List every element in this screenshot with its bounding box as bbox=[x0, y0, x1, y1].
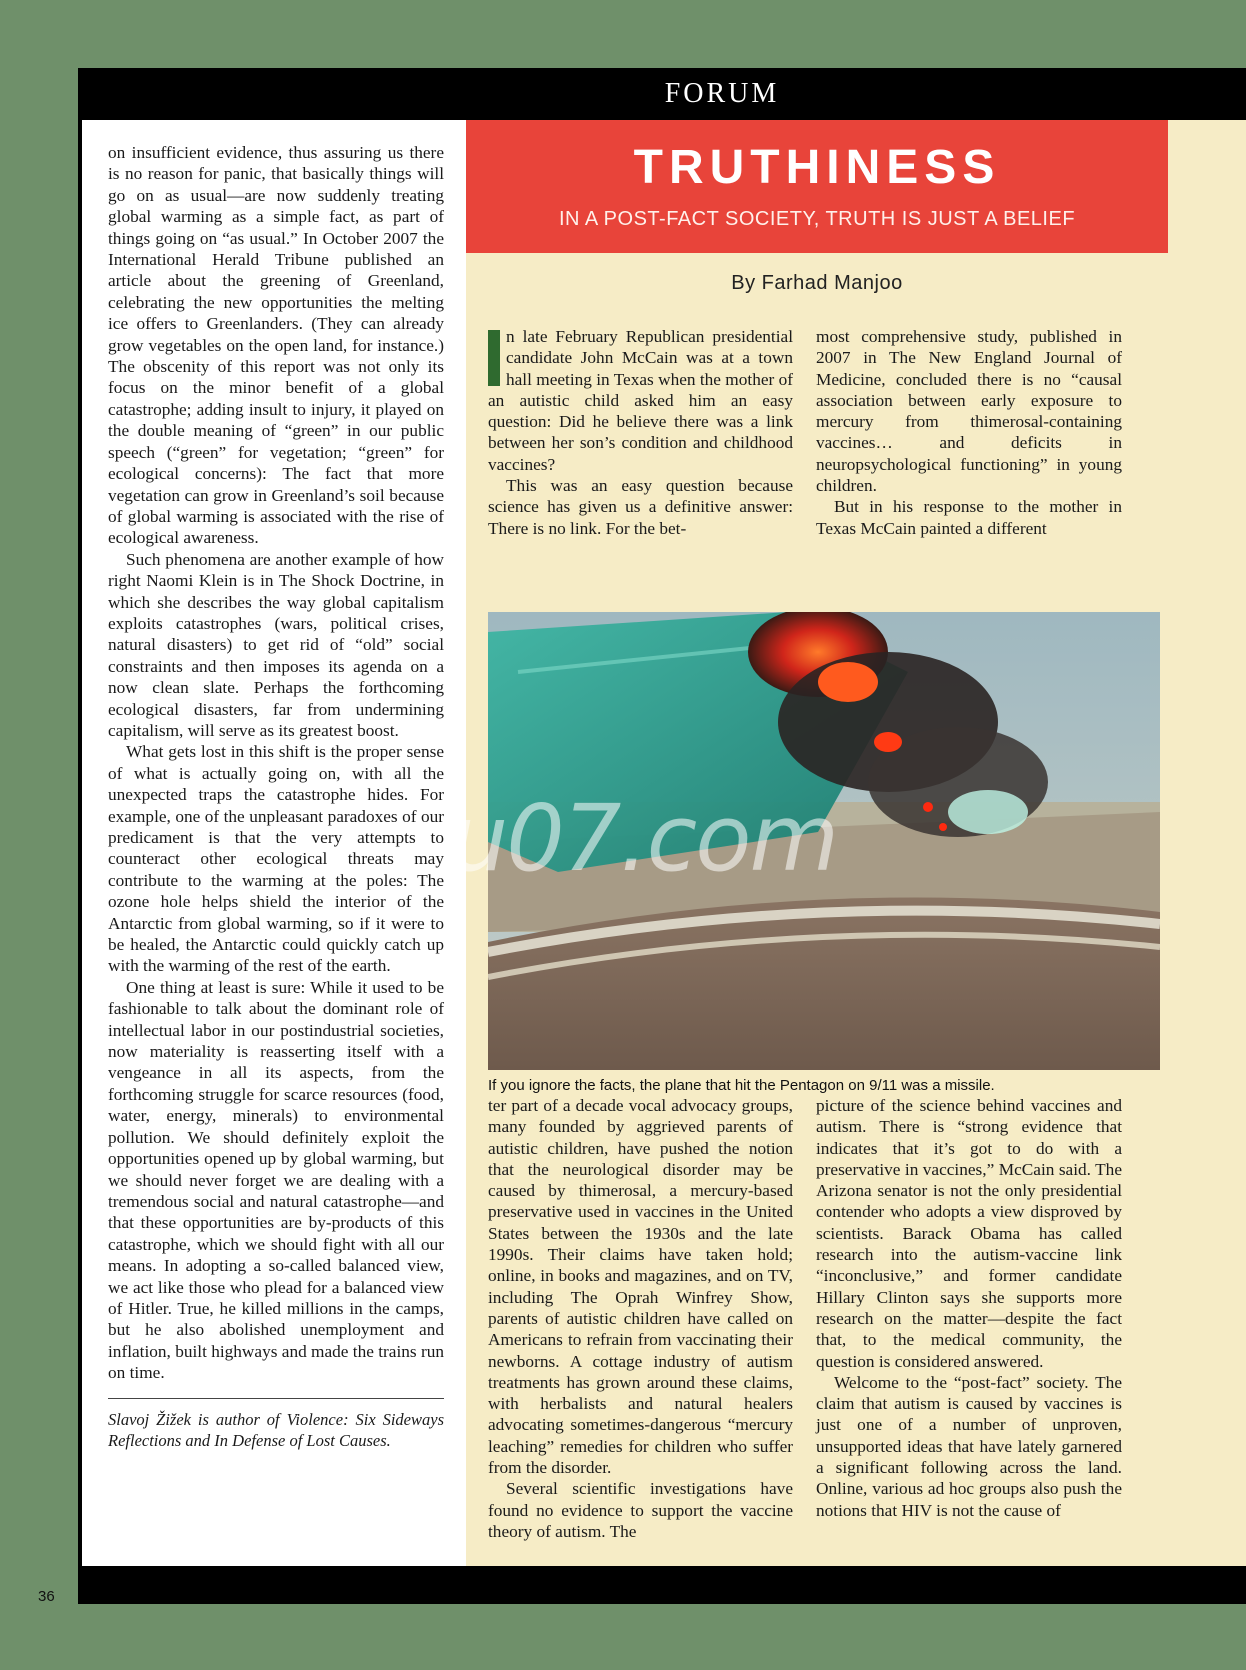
byline: By Farhad Manjoo bbox=[731, 272, 903, 294]
pentagon-photo bbox=[488, 612, 1160, 1070]
divider bbox=[108, 1398, 444, 1399]
article-paragraph: most comprehensive study, published in 2007 in The New England Journal of Medicine, concluded there is no “causal association between early exposure to mercury from thimerosal-containing vaccines… and deficits in neuropsychological functioning” in young children. bbox=[816, 327, 1122, 496]
photo-caption: If you ignore the facts, the plane that hit the Pentagon on 9/11 was a missile. bbox=[488, 1077, 995, 1094]
article-paragraph: Welcome to the “post-fact” society. The claim that autism is caused by vaccines is just one of a number of unproven, unsupported ideas that have lately garnered a significant following across the land. Online, various ad hoc groups also push the notions that HIV is not the cause of bbox=[816, 1372, 1122, 1520]
left-paragraph: on insufficient evidence, thus assuring us there is no reason for panic, that basically things will go on as usual—are now suddenly treating global warming as a simple fact, as part of things going on “as usual.” In October 2007 the International Herald Tribune published an article about the greening of Greenland, celebrating the new opportunities the melting ice offers to Greenlanders. (They can already grow vegetables on the open land, for instance.) The obscenity of this report was not only its focus on the minor benefit of a global catastrophe; adding insult to injury, it played on the double meaning of “green” in our public speech (“green” for vegetation; “green” for ecological concerns): The fact that more vegetation can grow in Greenland’s soil because of global warming is associated with the rise of ecological awareness. bbox=[108, 143, 444, 548]
left-paragraph: Such phenomena are another example of how right Naomi Klein is in The Shock Doctrine, in which she describes the way global capitalism exploits catastrophes (wars, political crises, natural disasters) to get rid of “old” social constraints and then imposes its agenda on a now clean slate. Perhaps the forthcoming ecological disasters, far from undermining capitalism, will serve as its greatest boost. bbox=[108, 549, 444, 740]
article-paragraph: ter part of a decade vocal advocacy groups, many founded by aggrieved parents of autistic children, have pushed the notion that the neurological disorder may be caused by thimerosal, a mercury-based preservative used in vaccines in the United States between the 1930s and the late 1990s. Their claims have taken hold; online, in books and magazines, and on TV, including The Oprah Winfrey Show, parents of autistic children have called on Americans to refrain from vaccinating their newborns. A cottage industry of autism treatments has grown around these claims, with herbalists and natural healers advocating sometimes-dangerous “mercury leaching” remedies for children who suffer from the disorder. bbox=[488, 1096, 793, 1478]
title-box bbox=[466, 120, 1168, 253]
author-note: Slavoj Žižek is author of Violence: Six Sideways Reflections and In Defense of Lost Causes. bbox=[108, 1409, 444, 1450]
article-paragraph: But in his response to the mother in Texas McCain painted a different bbox=[816, 497, 1122, 538]
article-column-bottom-left bbox=[488, 1095, 793, 1542]
article-paragraph: Several scientific investigations have found no evidence to support the vaccine theory of autism. The bbox=[488, 1479, 793, 1541]
article-area bbox=[466, 120, 1246, 1566]
article-column-top-right bbox=[816, 326, 1122, 539]
dropcap bbox=[488, 330, 500, 386]
watermark: u07.com bbox=[450, 785, 838, 892]
left-paragraph: One thing at least is sure: While it used to be fashionable to talk about the dominant role of intellectual labor in our postindustrial societies, now materiality is reasserting itself with a vengeance in all its aspects, from the forthcoming struggle for scarce resources (food, water, energy, minerals) to environmental pollution. We should definitely exploit the opportunities opened up by global warming, but we should never forget we are dealing with a tremendous social and natural catastrophe—and that these opportunities are by-products of this catastrophe, which we should fight with all our means. In adopting a so-called balanced view, we act like those who plead for a balanced view of Hitler. True, he killed millions in the camps, but he also abolished unemployment and inflation, built highways and made the trains run on time. bbox=[108, 977, 444, 1383]
article-subtitle: IN A POST-FACT SOCIETY, TRUTH IS JUST A BELIEF bbox=[558, 208, 1076, 230]
article-paragraph: picture of the science behind vaccines and autism. There is “strong evidence that indicates that it’s got to do with a preservative in vaccines,” McCain said. The Arizona senator is not the only presidential contender who adopts a view disproved by scientists. Barack Obama has called research into the autism-vaccine link “inconclusive,” and former candidate Hillary Clinton says she supports more research on the matter—despite the fact that, to the medical community, the question is considered answered. bbox=[816, 1096, 1122, 1371]
article-title: TRUTHINESS bbox=[633, 141, 1001, 194]
magazine-page bbox=[78, 68, 1246, 1604]
article-paragraph: n late February Republican presidential candidate John McCain was at a town hall meeting in Texas when the mother of an autistic child asked him an easy question: Did he believe there was a link between her son’s condition and childhood vaccines? bbox=[488, 327, 793, 474]
left-column bbox=[82, 120, 466, 1566]
section-header: FORUM bbox=[664, 78, 780, 109]
page-number: 36 bbox=[38, 1588, 55, 1605]
article-paragraph: This was an easy question because science has given us a definitive answer: There is no link. For the bet- bbox=[488, 476, 793, 538]
article-column-top-left bbox=[488, 326, 793, 539]
left-paragraph: What gets lost in this shift is the proper sense of what is actually going on, with all the unexpected traps the catastrophe hides. For example, one of the unpleasant paradoxes of our predicament is that the very attempts to counteract other ecological threats may contribute to the warming at the poles: The ozone hole helps shield the interior of the Antarctic from global warming, so if it were to be healed, the Antarctic could quickly catch up with the warming of the rest of the earth. bbox=[108, 742, 444, 976]
article-column-bottom-right bbox=[816, 1095, 1122, 1521]
